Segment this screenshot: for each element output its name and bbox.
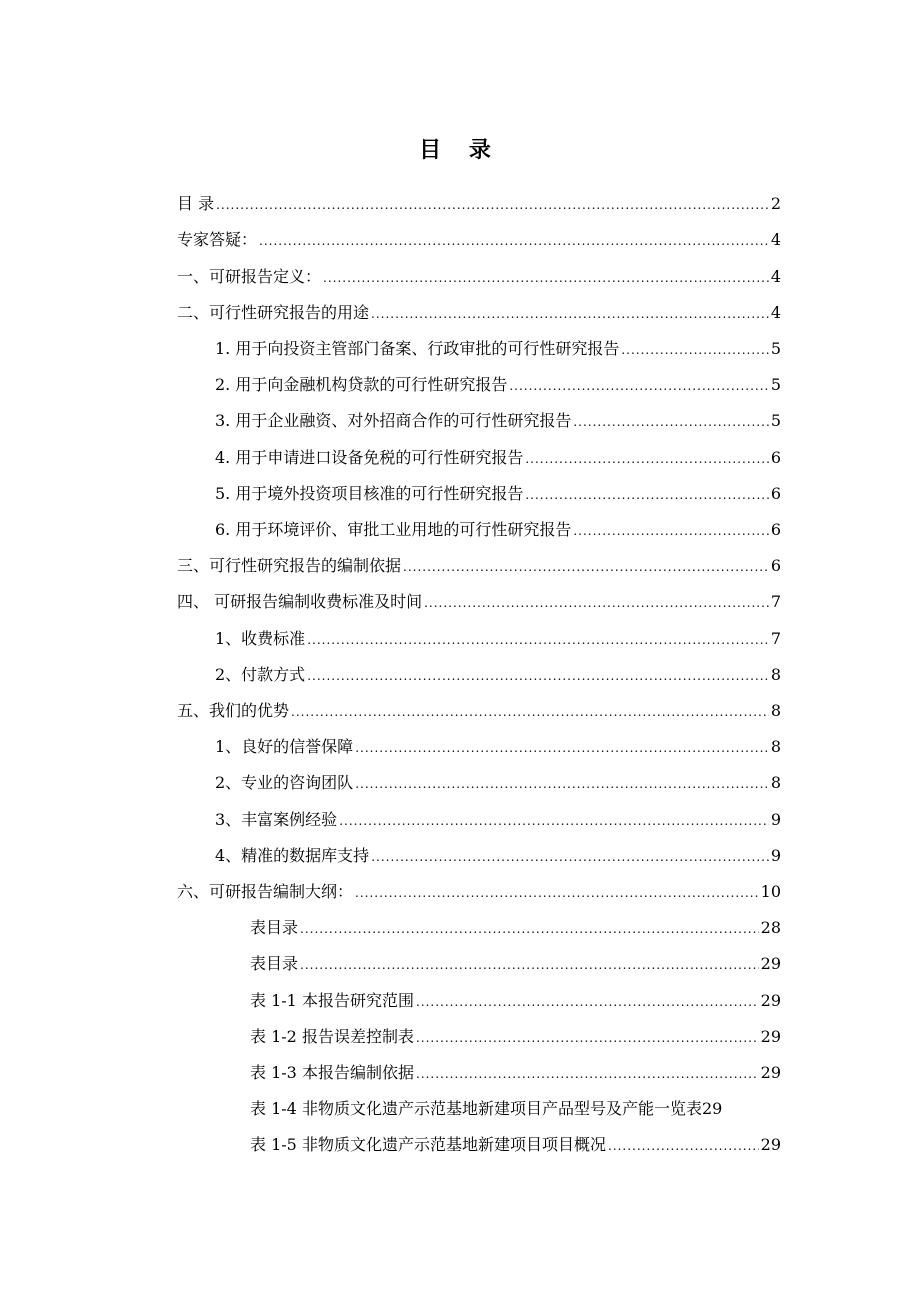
toc-entry-label: 表 1-1 本报告研究范围: [250, 991, 414, 1010]
toc-entry[interactable]: [250, 910, 781, 946]
dot-leader: [573, 513, 768, 549]
dot-leader: [339, 803, 769, 839]
toc-entry[interactable]: [250, 946, 781, 982]
toc-entry[interactable]: [250, 1019, 781, 1055]
toc-entry[interactable]: [177, 693, 781, 729]
dot-leader: [403, 549, 769, 585]
dot-leader: [525, 441, 768, 477]
toc-entry-label: 一、可研报告定义：: [177, 267, 322, 286]
toc-page-number: 7: [770, 629, 781, 648]
toc-page-number: 4: [770, 230, 781, 249]
toc-page-number: 7: [770, 592, 781, 611]
dot-leader: [424, 585, 769, 621]
dot-leader: [621, 332, 768, 368]
toc-page-number: 29: [760, 991, 781, 1010]
dot-leader: [608, 1128, 759, 1164]
toc-entry[interactable]: [215, 476, 781, 512]
toc-page-number: 4: [770, 303, 781, 322]
dot-leader: [307, 658, 769, 694]
toc-page-number: 8: [770, 701, 781, 720]
dot-leader: [416, 1056, 759, 1092]
toc-entry[interactable]: [250, 1127, 781, 1163]
toc-entry-label: 6. 用于环境评价、审批工业用地的可行性研究报告: [215, 520, 572, 539]
dot-leader: [323, 260, 769, 296]
toc-entry[interactable]: [215, 367, 781, 403]
toc-page-number: 29: [760, 1027, 781, 1046]
toc-entry-label: 四、 可研报告编制收费标准及时间: [177, 592, 423, 611]
toc-entry[interactable]: [177, 222, 781, 258]
toc-page-number: 29: [701, 1099, 723, 1118]
toc-page-number: 10: [760, 882, 781, 901]
toc-page-number: 6: [770, 448, 781, 467]
toc-entry[interactable]: [177, 548, 781, 584]
toc-entry-label: 表目录: [250, 954, 299, 973]
toc-entry[interactable]: [215, 621, 781, 657]
toc-entry-label: 表目录: [250, 918, 299, 937]
toc-entry[interactable]: [177, 874, 781, 910]
toc-page-number: 29: [760, 1063, 781, 1082]
toc-entry-label: 2、付款方式: [215, 665, 306, 684]
dot-leader: [509, 368, 768, 404]
toc-entry-label: 表 1-4 非物质文化遗产示范基地新建项目产品型号及产能一览表: [250, 1099, 702, 1118]
toc-entry[interactable]: [215, 512, 781, 548]
toc-entry-label: 目 录: [177, 194, 215, 213]
toc-entry-label: 表 1-3 本报告编制依据: [250, 1063, 414, 1082]
toc-page-number: 6: [770, 484, 781, 503]
toc-page-number: 29: [760, 1135, 781, 1154]
toc-entry[interactable]: [215, 765, 781, 801]
dot-leader: [216, 187, 769, 223]
toc-entry[interactable]: [177, 295, 781, 331]
toc-entry[interactable]: [177, 259, 781, 295]
toc-entry[interactable]: [177, 584, 781, 620]
toc-page-number: 5: [770, 411, 781, 430]
toc-page-number: 8: [770, 665, 781, 684]
dot-leader: [371, 839, 769, 875]
toc-entry-label: 五、我们的优势: [177, 701, 290, 720]
toc-entry-label: 二、可行性研究报告的用途: [177, 303, 370, 322]
toc-entry[interactable]: [215, 802, 781, 838]
toc-page-number: 5: [770, 375, 781, 394]
toc-entry-label: 六、可研报告编制大纲：: [177, 882, 354, 901]
toc-page-number: 5: [770, 339, 781, 358]
dot-leader: [291, 694, 769, 730]
toc-page-number: 8: [770, 737, 781, 756]
toc-entry[interactable]: [215, 403, 781, 439]
toc-page-number: 2: [770, 194, 781, 213]
dot-leader: [355, 766, 769, 802]
toc-page-number: 4: [770, 267, 781, 286]
toc-entry-label: 1、收费标准: [215, 629, 306, 648]
toc-entry[interactable]: [177, 186, 781, 222]
dot-leader: [307, 622, 769, 658]
toc-page-number: 9: [770, 846, 781, 865]
toc-entry-label: 4、精准的数据库支持: [215, 846, 370, 865]
dot-leader: [371, 296, 769, 332]
dot-leader: [525, 477, 768, 513]
dot-leader: [259, 223, 769, 259]
toc-entry[interactable]: [250, 1055, 781, 1091]
toc-entry-label: 专家答疑：: [177, 230, 258, 249]
toc-entry[interactable]: [215, 440, 781, 476]
toc-entry-label: 2. 用于向金融机构贷款的可行性研究报告: [215, 375, 508, 394]
toc-entry-label: 4. 用于申请进口设备免税的可行性研究报告: [215, 448, 524, 467]
toc-page-number: 8: [770, 773, 781, 792]
toc-entry-label: 2、专业的咨询团队: [215, 773, 354, 792]
toc-page-number: 6: [770, 520, 781, 539]
toc-entry[interactable]: [250, 1091, 802, 1127]
dot-leader: [416, 1020, 759, 1056]
toc-entry-label: 5. 用于境外投资项目核准的可行性研究报告: [215, 484, 524, 503]
dot-leader: [416, 984, 759, 1020]
toc-page-number: 9: [770, 810, 781, 829]
toc-entry[interactable]: [215, 729, 781, 765]
toc-entry[interactable]: [250, 983, 781, 1019]
toc-entry[interactable]: [215, 657, 781, 693]
dot-leader: [300, 947, 759, 983]
dot-leader: [573, 404, 768, 440]
toc-entry-label: 3. 用于企业融资、对外招商合作的可行性研究报告: [215, 411, 572, 430]
dot-leader: [300, 911, 759, 947]
dot-leader: [355, 730, 769, 766]
toc-entry-label: 3、丰富案例经验: [215, 810, 338, 829]
toc-entry-label: 表 1-5 非物质文化遗产示范基地新建项目项目概况: [250, 1135, 606, 1154]
toc-entry[interactable]: [215, 838, 781, 874]
toc-page-number: 6: [770, 556, 781, 575]
toc-entry-label: 三、可行性研究报告的编制依据: [177, 556, 402, 575]
toc-entry[interactable]: [215, 331, 781, 367]
toc-page-number: 29: [760, 954, 781, 973]
toc-page-number: 28: [760, 918, 781, 937]
toc-entry-label: 1、良好的信誉保障: [215, 737, 354, 756]
toc-title: 目 录: [419, 137, 501, 163]
dot-leader: [355, 875, 759, 911]
toc-entry-label: 1. 用于向投资主管部门备案、行政审批的可行性研究报告: [215, 339, 620, 358]
toc-entry-label: 表 1-2 报告误差控制表: [250, 1027, 414, 1046]
